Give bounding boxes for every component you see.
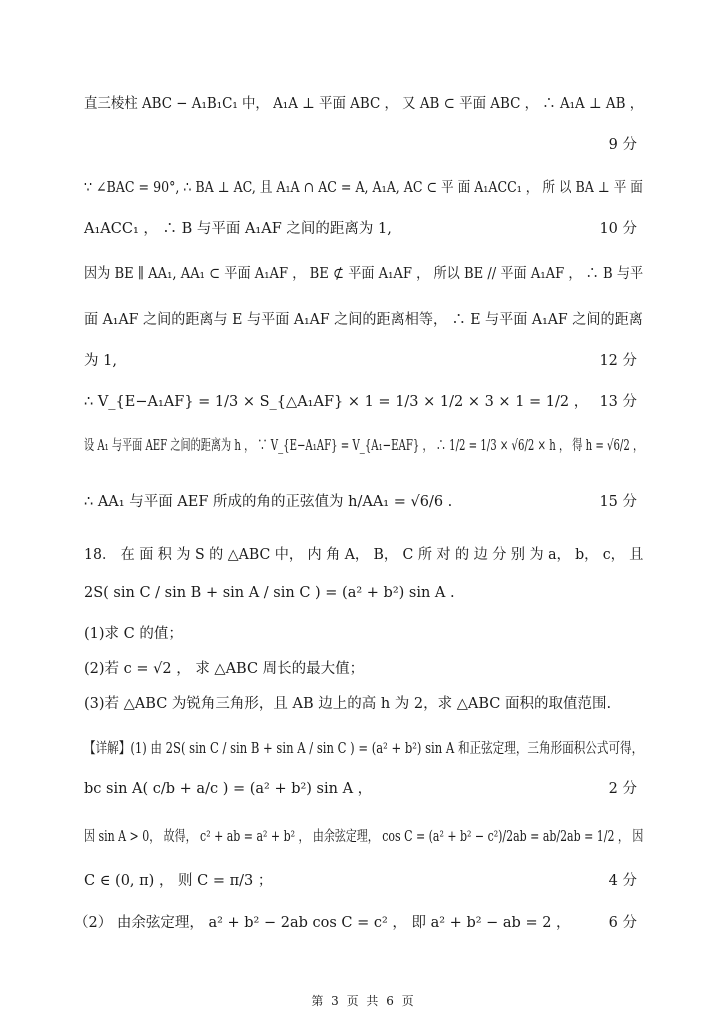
score-label: 10 分 bbox=[599, 221, 637, 237]
solution-heading: 【详解】(1) 由 2S( sin C / sin B + sin A / sin C ) = (a² + b²) sin A 和正弦定理，三角形面积公式可得， bbox=[84, 741, 644, 757]
text-line: ∴ V_{E−A₁AF} = 1/3 × S_{△A₁AF} × 1 = 1/3 × 1/2 × 3 × 1 = 1/2 ， bbox=[84, 394, 589, 410]
score-label: 9 分 bbox=[608, 137, 637, 153]
score-label: 12 分 bbox=[599, 353, 637, 369]
text-line: A₁ACC₁ ， ∴ B 与平面 A₁AF 之间的距离为 1, bbox=[84, 221, 392, 237]
text-line: bc sin A( c/b + a/c ) = (a² + b²) sin A ， bbox=[84, 781, 373, 797]
page-footer: 第 3 页 共 6 页 bbox=[311, 994, 416, 1008]
text-line: 因为 BE ∥ AA₁, AA₁ ⊂ 平面 A₁AF ， BE ⊄ 平面 A₁AF ， 所以 BE // 平面 A₁AF ， ∴ B 与平 bbox=[84, 266, 644, 282]
score-label: 6 分 bbox=[608, 915, 637, 931]
question-18-part-2: (2)若 c = √2 ， 求 △ABC 周长的最大值； bbox=[84, 661, 365, 677]
text-line: 为 1, bbox=[84, 353, 117, 369]
score-label: 2 分 bbox=[608, 781, 637, 797]
text-line: 因 sin A > 0， 故得， c² + ab = a² + b² ， 由余弦定理， cos C = (a² + b² − c²)/2ab = ab/2ab = 1/2 ， 因 bbox=[84, 829, 644, 845]
question-18-part-1: (1)求 C 的值； bbox=[84, 626, 183, 642]
score-label: 15 分 bbox=[599, 494, 637, 510]
question-18-stem: 18． 在 面 积 为 S 的 △ABC 中， 内 角 A， B， C 所 对 的 边 分 别 为 a， b， c， 且 bbox=[84, 547, 644, 563]
text-line: ∵ ∠BAC = 90°, ∴ BA ⊥ AC, 且 A₁A ∩ AC = A, A₁A, AC ⊂ 平 面 A₁ACC₁ ， 所 以 BA ⊥ 平 面 bbox=[84, 180, 643, 196]
text-line: （2） 由余弦定理， a² + b² − 2ab cos C = c² ， 即 a² + b² − ab = 2 ， bbox=[74, 915, 571, 931]
text-line: 设 A₁ 与平面 AEF 之间的距离为 h ， ∵ V_{E−A₁AF} = V_{A₁−EAF} ， ∴ 1/2 = 1/3 × √6/2 × h ， 得 h = √6/2 ， bbox=[84, 438, 644, 454]
question-18-formula: 2S( sin C / sin B + sin A / sin C ) = (a² + b²) sin A . bbox=[84, 585, 455, 601]
text-line: ∴ AA₁ 与平面 AEF 所成的角的正弦值为 h/AA₁ = √6/6 . bbox=[84, 494, 453, 510]
score-label: 4 分 bbox=[608, 873, 637, 889]
question-18-part-3: (3)若 △ABC 为锐角三角形，且 AB 边上的高 h 为 2，求 △ABC 面积的取值范围. bbox=[84, 696, 612, 712]
text-line: 面 A₁AF 之间的距离与 E 与平面 A₁AF 之间的距离相等， ∴ E 与平面 A₁AF 之间的距离 bbox=[84, 312, 643, 328]
text-line: C ∈ (0, π) ， 则 C = π/3 ； bbox=[84, 873, 273, 889]
text-line: 直三棱柱 ABC − A₁B₁C₁ 中， A₁A ⊥ 平面 ABC ， 又 AB ⊂ 平面 ABC ， ∴ A₁A ⊥ AB ， bbox=[84, 96, 644, 112]
score-label: 13 分 bbox=[599, 394, 637, 410]
